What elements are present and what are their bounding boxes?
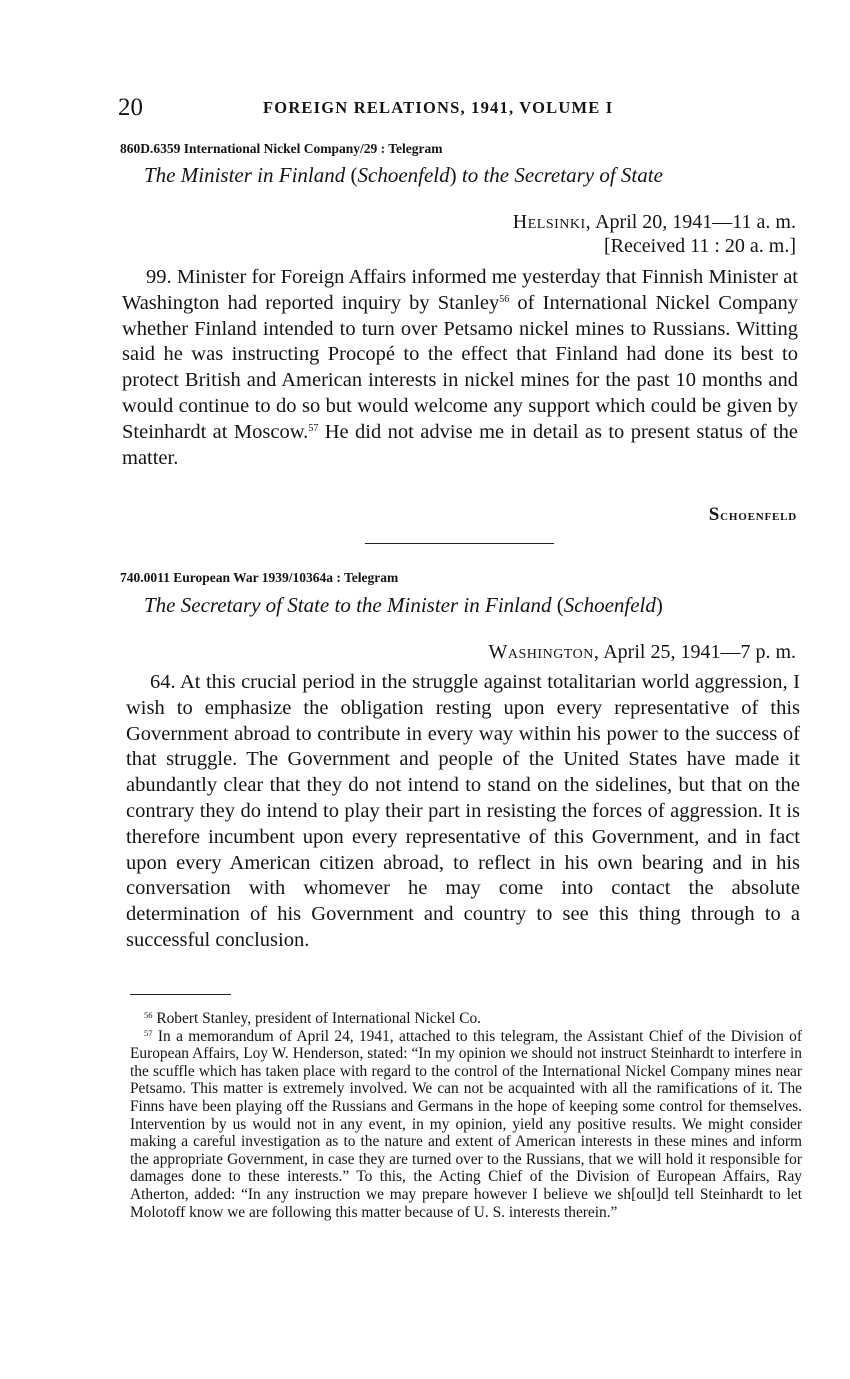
doc1-signature: Schoenfeld <box>708 504 797 525</box>
footnote-ref-56: 56 <box>499 293 510 305</box>
footnotes <box>130 1010 802 1221</box>
footnote-57-number: 57 <box>144 1027 153 1038</box>
doc1-caption <box>144 163 663 188</box>
footnote-56-text: Robert Stanley, president of International Nickel Co. <box>152 1010 482 1027</box>
doc1-caption-part: The Minister in Finland <box>144 163 351 187</box>
doc1-dateline <box>513 211 796 234</box>
doc1-text-part: of International Nickel Company whether Finland intended to turn over Petsamo nickel mines to Russians. Witting said he was instructing Procopé to the effect that Finland had done its best to protect British and American interests in nickel mines for the past 10 months and would continue to do so but would welcome any support which could be given by Steinhardt at Moscow. <box>122 291 798 443</box>
doc1-date: April 20, 1941—11 a. m. <box>591 211 796 233</box>
footnote-ref-57: 57 <box>308 422 319 434</box>
doc2-paragraph: 64. At this crucial period in the struggle against totalitarian world aggression, I wish to emphasize the obligation resting upon every representative of this Government abroad to contribute in every way within his power to the success of that struggle. The Government and people of the United States have made it abundantly clear that they do not intend to stand on the sidelines, but that on the contrary they do intend to play their part in resisting the forces of aggression. It is therefore incumbent upon every representative of this Government, and in fact upon every American citizen abroad, to reflect in his own bearing and in his conversation with whomever he may come into contact the absolute determination of his Government and country to see this thing through to a successful conclusion. <box>126 671 800 951</box>
section-divider <box>365 543 554 544</box>
doc2-place: Washington, <box>488 641 600 663</box>
doc2-caption-paren-close: ) <box>655 593 663 617</box>
doc1-caption-name: Schoenfeld <box>357 163 450 187</box>
footnote-56 <box>130 1010 802 1028</box>
doc2-caption <box>144 593 663 618</box>
doc1-text-part: 99. Minister for Foreign Affairs informed me yesterday that Finnish Minister at Washington had reported inquiry by Stanley <box>122 266 798 314</box>
doc1-caption-paren-close: ) <box>449 163 457 187</box>
doc1-text-part: He did not advise me in detail as to present status of the matter. <box>122 420 798 469</box>
running-title: FOREIGN RELATIONS, 1941, VOLUME I <box>263 98 614 117</box>
doc1-received: [Received 11 : 20 a. m.] <box>604 235 796 257</box>
doc2-dateline <box>489 641 796 664</box>
page-header <box>118 94 798 124</box>
doc1-caption-part: to the Secretary of State <box>456 163 663 187</box>
doc1-caption-paren-open: ( <box>350 163 358 187</box>
doc2-date: April 25, 1941—7 p. m. <box>599 641 796 663</box>
page-number: 20 <box>118 94 143 121</box>
doc1-paragraph <box>122 265 798 471</box>
doc2-caption-part: The Secretary of State to the Minister in Finland <box>144 593 557 617</box>
doc2-caption-paren-open: ( <box>556 593 564 617</box>
doc1-place: Helsinki, <box>512 211 592 233</box>
footnote-56-number: 56 <box>144 1010 153 1020</box>
doc1-body <box>122 265 798 471</box>
doc2-caption-name: Schoenfeld <box>563 593 656 617</box>
footnote-57 <box>130 1028 802 1222</box>
footnote-divider <box>130 994 231 995</box>
footnote-57-text: In a memorandum of April 24, 1941, attached to this telegram, the Assistant Chief of the Division of European Affairs, Loy W. Henderson, stated: “In my opinion we should not instruct Steinhardt to interfere in the scuffle which has taken place with regard to the control of the International Nickel Company mines near Petsamo. This matter is extremely involved. We can not be acquainted with all the ramifications of it. The Finns have been playing off the Russians and Germans in the hope of keeping some control for themselves. Intervention by us would not in any event, in my opinion, yield any positive results. We might consider making a careful investigation as to the nature and extent of American interests in these mines and inform the appropriate Government, in case they are turned over to the Russians, that we will hold it responsible for damages done to these interests.” To this, the Acting Chief of the Division of European Affairs, Ray Atherton, added: “In any instruction we may prepare however I believe we sh[oul]d tell Steinhardt to let Molotoff know we are following this matter because of U. S. interests therein.” <box>130 1027 802 1221</box>
doc2-file-number: 740.0011 European War 1939/10364a : Telegram <box>120 570 399 585</box>
doc2-body <box>126 670 800 954</box>
doc1-file-number: 860D.6359 International Nickel Company/29 : Telegram <box>120 141 443 156</box>
